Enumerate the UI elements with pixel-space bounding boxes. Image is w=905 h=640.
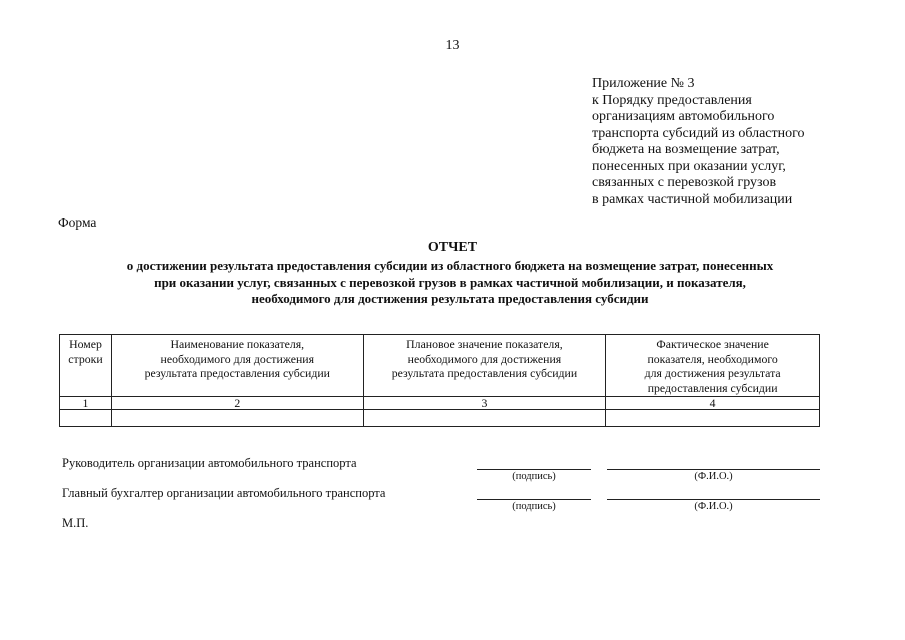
- appendix-line: транспорта субсидий из областного: [592, 125, 805, 141]
- appendix-line: связанных с перевозкой грузов: [592, 175, 777, 190]
- header-indicator-name: Наименование показателя, необходимого для достижения результата предоставления субсидии: [111, 335, 363, 397]
- column-number: 2: [111, 397, 363, 410]
- appendix-line: в рамках частичной мобилизации: [592, 191, 793, 207]
- signature-line: [477, 499, 591, 500]
- column-number: 1: [60, 397, 112, 410]
- signature-line: [477, 469, 591, 470]
- subtitle-line: необходимого для достижения результата предоставления субсидии: [251, 291, 649, 306]
- table-cell: [60, 410, 112, 427]
- subtitle-line: при оказании услуг, связанных с перевозкой грузов в рамках частичной мобилизации, и показателя,: [154, 274, 746, 290]
- signature-caption: (подпись): [512, 501, 556, 512]
- page-number: 13: [445, 38, 460, 53]
- name-line: [607, 499, 820, 500]
- appendix-line: Приложение № 3: [592, 76, 695, 91]
- appendix-line: понесенных при оказании услуг,: [592, 158, 786, 174]
- header-planned-value: Плановое значение показателя, необходимого для достижения результата предоставления субсидии: [363, 335, 606, 397]
- name-caption: (Ф.И.О.): [694, 471, 733, 482]
- name-caption: (Ф.И.О.): [694, 501, 733, 512]
- signature-label-accountant: Главный бухгалтер организации автомобильного транспорта: [62, 486, 386, 500]
- signature-caption: (подпись): [512, 471, 556, 482]
- table-header-row: [60, 335, 820, 397]
- document-title: ОТЧЕТ: [427, 240, 478, 255]
- report-table: [59, 334, 820, 427]
- appendix-line: организациям автомобильного: [592, 109, 775, 124]
- appendix-line: к Порядку предоставления: [592, 92, 752, 108]
- table-column-number-row: [60, 397, 820, 410]
- subtitle-line: о достижении результата предоставления субсидии из областного бюджета на возмещение затрат, понесенных: [126, 258, 774, 273]
- header-row-number: Номер строки: [60, 335, 112, 397]
- table-cell: [606, 410, 820, 427]
- document-subtitle: [60, 258, 840, 308]
- appendix-block: [592, 76, 805, 208]
- stamp-place: М.П.: [62, 516, 89, 530]
- header-actual-value: Фактическое значение показателя, необходимого для достижения результата предоставления субсидии: [606, 335, 820, 397]
- form-label: Форма: [58, 215, 97, 230]
- table-cell: [111, 410, 363, 427]
- column-number: 4: [606, 397, 820, 410]
- appendix-line: бюджета на возмещение затрат,: [592, 142, 780, 157]
- column-number: 3: [363, 397, 606, 410]
- table-row: [60, 410, 820, 427]
- signature-label-director: Руководитель организации автомобильного транспорта: [62, 456, 357, 470]
- name-line: [607, 469, 820, 470]
- table-cell: [363, 410, 606, 427]
